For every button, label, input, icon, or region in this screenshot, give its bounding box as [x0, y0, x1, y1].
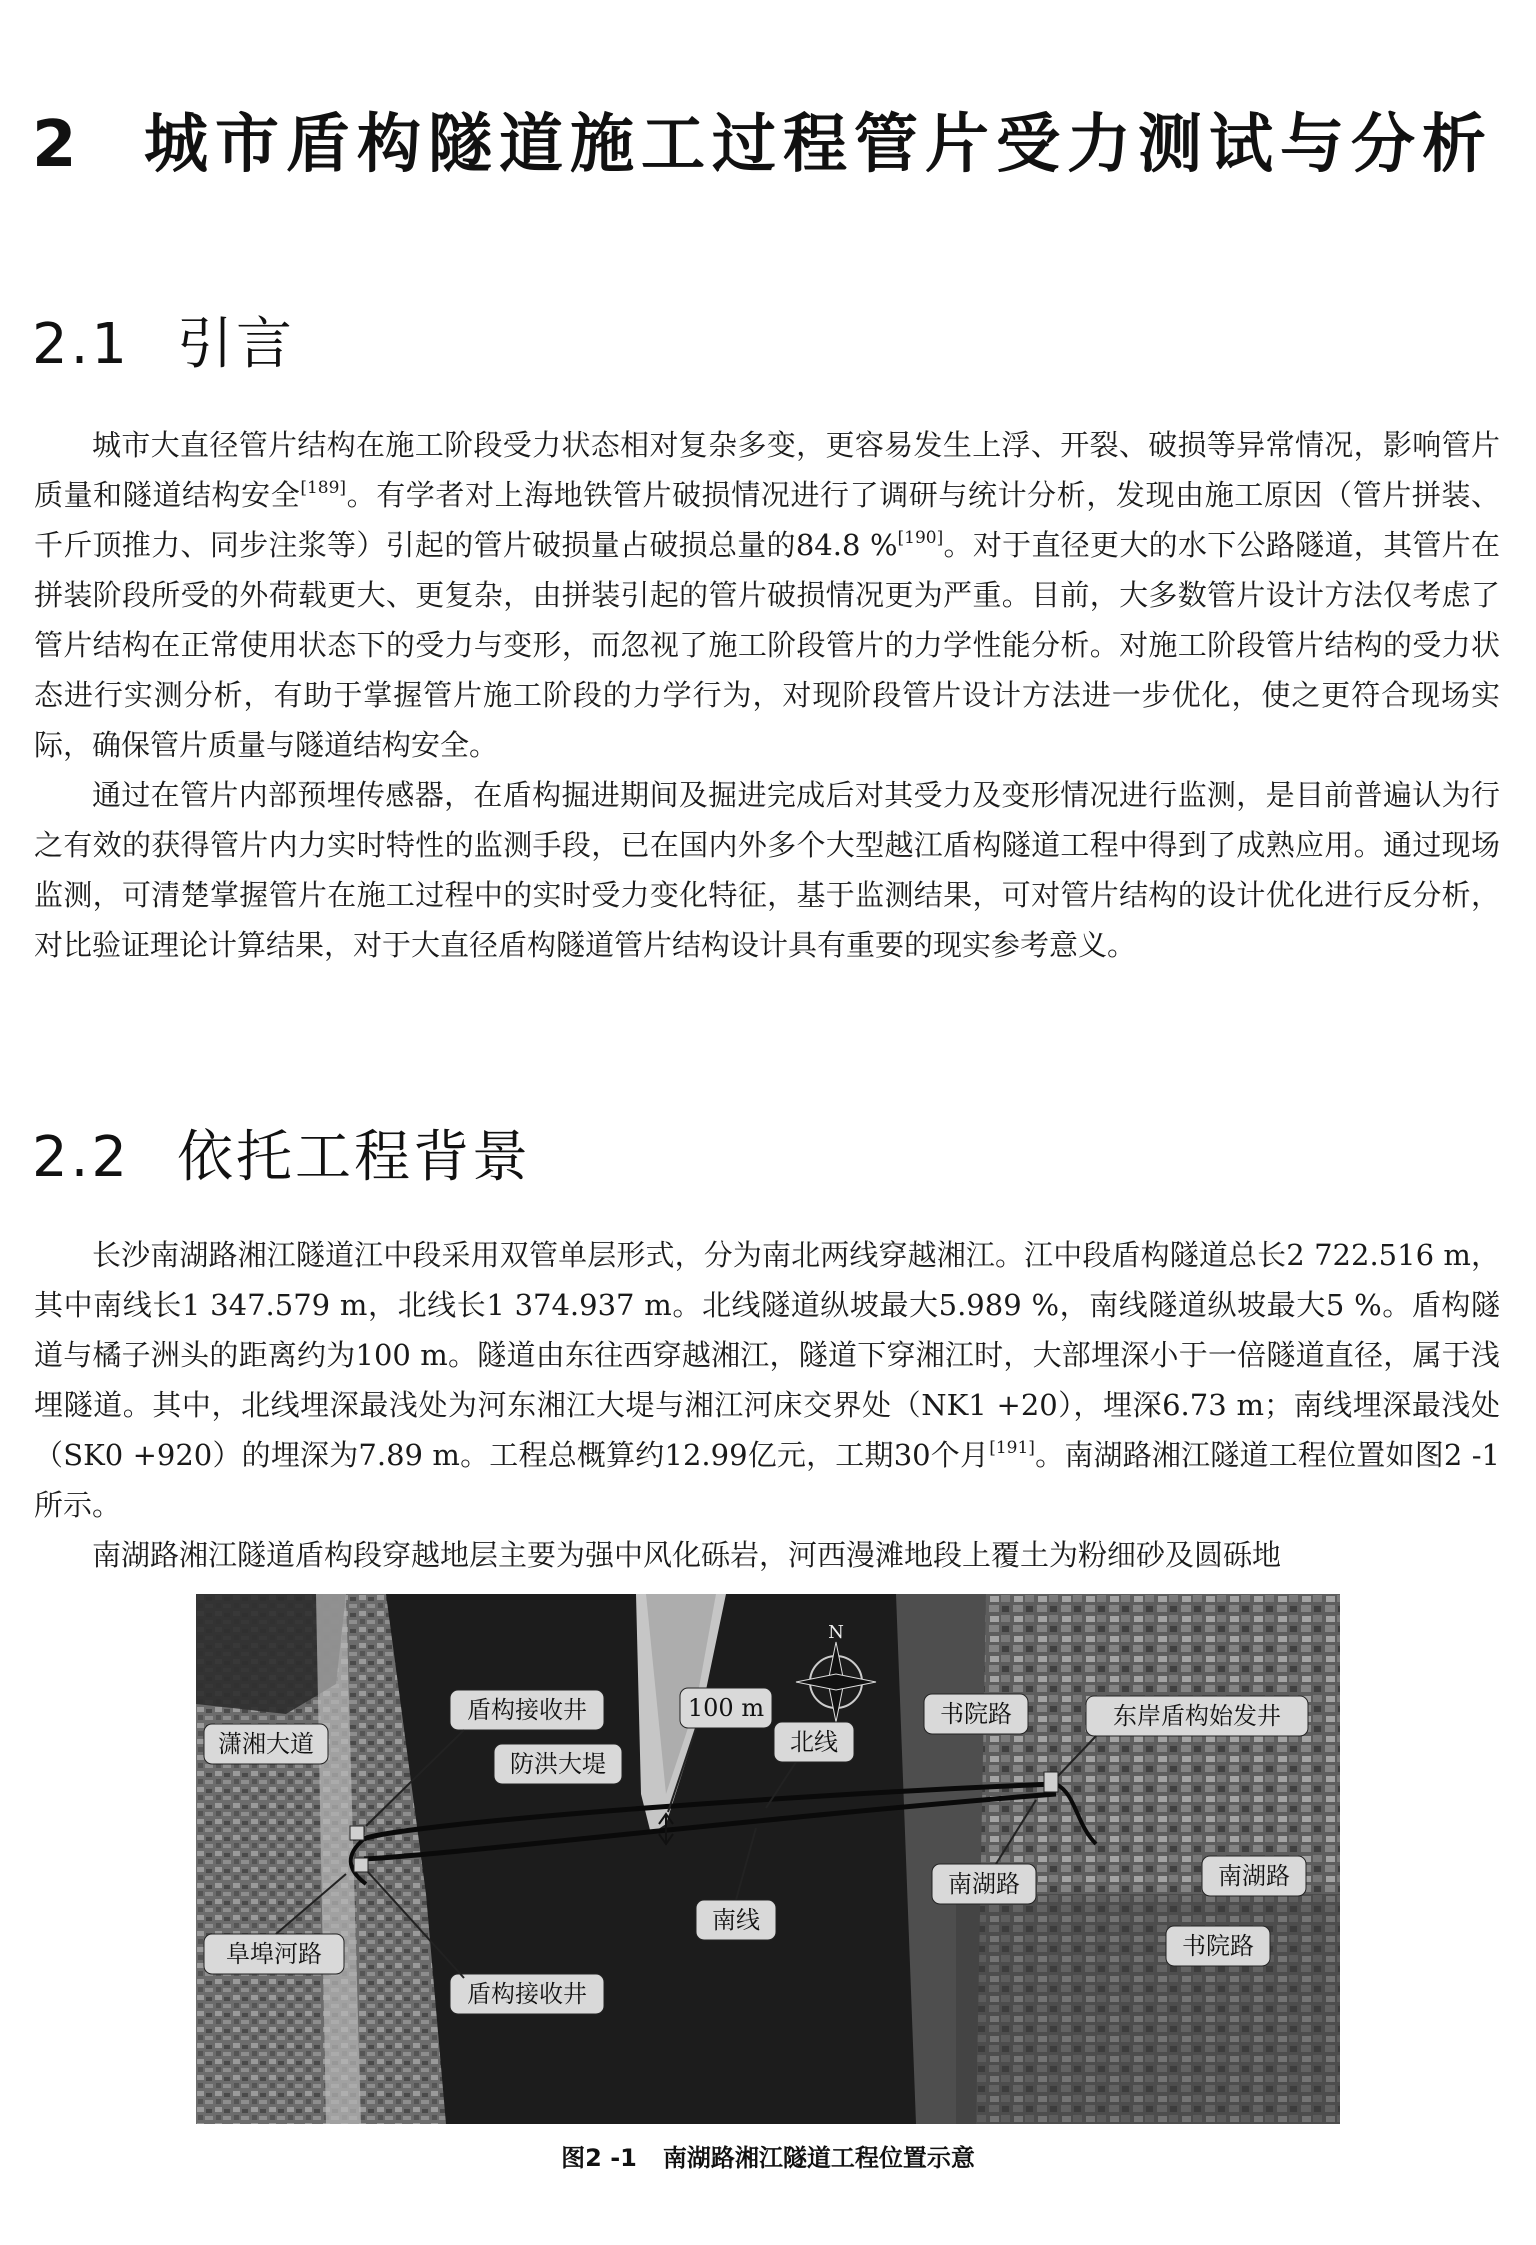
citation: [191]	[989, 1438, 1035, 1458]
compass-n-label: N	[828, 1622, 844, 1643]
east-park	[956, 1894, 1340, 2124]
callout-nanhu-road-east: 南湖路	[1218, 1862, 1290, 1890]
figure-caption-number: 图2 -1	[561, 2144, 637, 2172]
callout-north-receiving-shaft: 盾构接收井	[467, 1696, 587, 1724]
callout-nanhu-road-center: 南湖路	[948, 1870, 1020, 1898]
section-title-text: 依托工程背景	[177, 1125, 531, 1190]
callout-flood-levee: 防洪大堤	[510, 1750, 606, 1778]
paragraph	[34, 1530, 1500, 1580]
paragraph	[34, 1230, 1500, 1530]
paragraph-text: 。有学者对上海地铁管片破损情况进行了调研与统计分析，发现由施工原因（管片拼装、千斤顶推力、同步注浆等）引起的管片破损量占破损总量的84.8 %	[34, 478, 1500, 562]
south-receiving-shaft	[354, 1858, 368, 1872]
chapter-title	[32, 100, 1512, 190]
callout-north-line: 北线	[790, 1728, 838, 1756]
paragraph-text: 南湖路湘江隧道盾构段穿越地层主要为强中风化砾岩，河西漫滩地段上覆土为粉细砂及圆砾地	[92, 1538, 1282, 1572]
figure-caption-title: 南湖路湘江隧道工程位置示意	[662, 2144, 975, 2172]
east-launch-shaft	[1044, 1772, 1058, 1792]
section-body	[34, 420, 1500, 970]
paragraph	[34, 420, 1500, 770]
section-number: 2.2	[32, 1125, 131, 1190]
callout-distance: 100 m	[687, 1694, 765, 1722]
citation: [190]	[897, 528, 944, 548]
section-number: 2.1	[32, 312, 131, 377]
paragraph-text: 城市大直径管片结构在施工阶段受力状态相对复杂多变，更容易发生上浮、开裂、破损等异常情况，影响管片质量和隧道结构安全	[34, 428, 1500, 512]
callout-shuyuan-road-south: 书院路	[1182, 1932, 1254, 1960]
chapter-number: 2	[32, 108, 84, 182]
paragraph-text: 。对于直径更大的水下公路隧道，其管片在拼装阶段所受的外荷载更大、更复杂，由拼装引起的管片破损情况更为严重。目前，大多数管片设计方法仅考虑了管片结构在正常使用状态下的受力与变形，而忽视了施工阶段管片的力学性能分析。对施工阶段管片结构的受力状态进行实测分析，有助于掌握管片施工阶段的力学行为，对现阶段管片设计方法进一步优化，使之更符合现场实际，确保管片质量与隧道结构安全。	[34, 528, 1500, 762]
citation: [189]	[300, 478, 347, 498]
figure-caption	[0, 2140, 1536, 2176]
callout-south-receiving-shaft: 盾构接收井	[467, 1980, 587, 2008]
section-heading	[32, 310, 295, 380]
north-receiving-shaft	[350, 1826, 364, 1840]
callout-south-line: 南线	[712, 1906, 760, 1934]
paragraph	[34, 770, 1500, 970]
tunnel-location-figure	[196, 1594, 1340, 2124]
paragraph-text: 长沙南湖路湘江隧道江中段采用双管单层形式，分为南北两线穿越湘江。江中段盾构隧道总长2 722.516 m，其中南线长1 347.579 m，北线长1 374.937 m。北线隧道纵坡最大5.989 %，南线隧道纵坡最大5 %。盾构隧道与橘子洲头的距离约为100 m。隧道由东往西穿越湘江，隧道下穿湘江时，大部埋深小于一倍隧道直径，属于浅埋隧道。其中，北线埋深最浅处为河东湘江大堤与湘江河床交界处（NK1 +20），埋深6.73 m；南线埋深最浅处（SK0 +920）的埋深为7.89 m。工程总概算约12.99亿元，工期30个月	[34, 1238, 1500, 1472]
callout-xiaoxiang-road: 潇湘大道	[218, 1730, 314, 1758]
paragraph-text: 。南湖路湘江隧道工程位置如图2 -1所示。	[34, 1438, 1501, 1522]
chapter-title-text: 城市盾构隧道施工过程管片受力测试与分析	[144, 108, 1493, 182]
section-title-text: 引言	[177, 312, 295, 377]
section-body	[34, 1230, 1500, 1580]
paragraph-text: 通过在管片内部预埋传感器，在盾构掘进期间及掘进完成后对其受力及变形情况进行监测，是目前普遍认为行之有效的获得管片内力实时特性的监测手段，已在国内外多个大型越江盾构隧道工程中得到了成熟应用。通过现场监测，可清楚掌握管片在施工过程中的实时受力变化特征，基于监测结果，可对管片结构的设计优化进行反分析，对比验证理论计算结果，对于大直径盾构隧道管片结构设计具有重要的现实参考意义。	[34, 778, 1500, 962]
aerial-map	[196, 1594, 1340, 2124]
section-heading	[32, 1123, 531, 1193]
callout-east-launch-shaft: 东岸盾构始发井	[1113, 1702, 1281, 1730]
callout-shuyuan-road-north: 书院路	[940, 1700, 1012, 1728]
callout-fubu-river-road: 阜埠河路	[226, 1940, 322, 1968]
